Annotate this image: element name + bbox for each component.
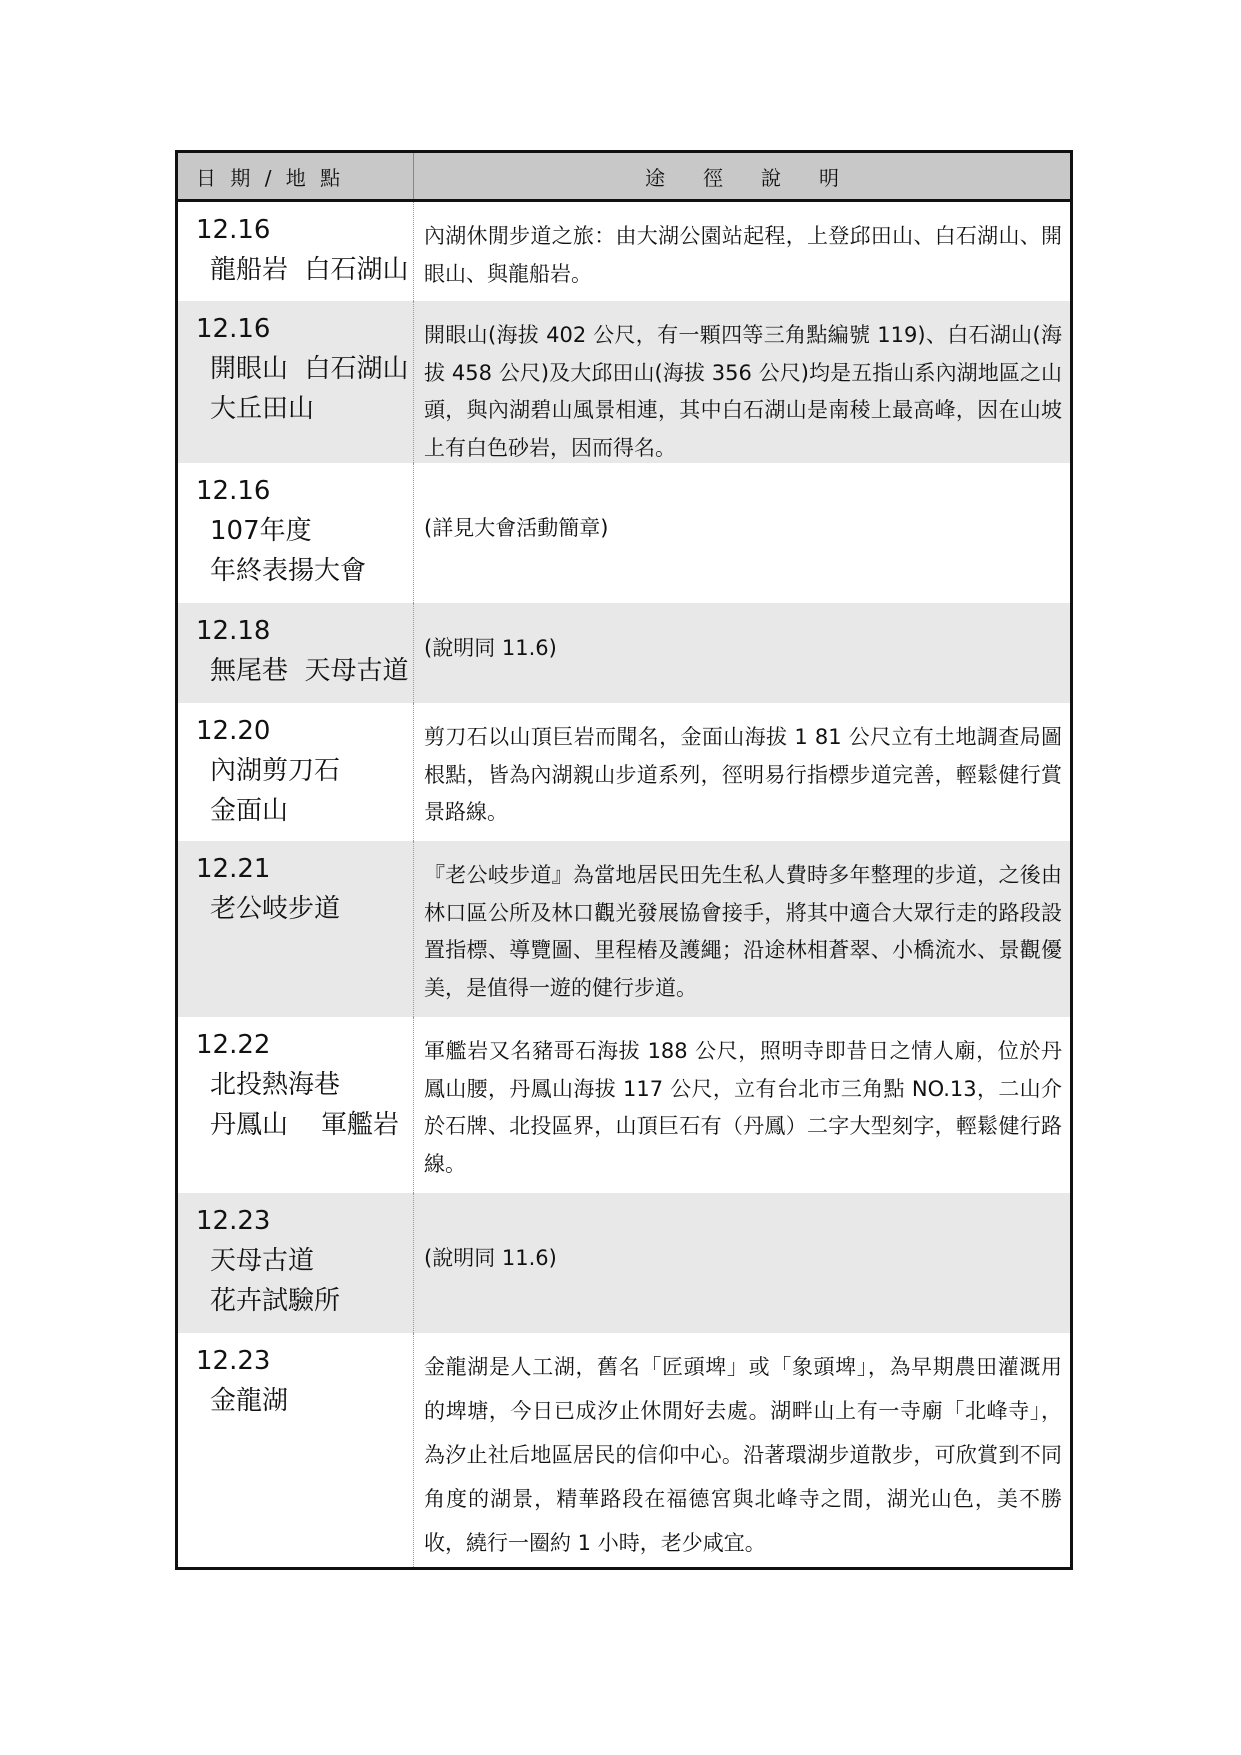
schedule-table bbox=[175, 150, 1073, 1570]
date-place-cell bbox=[178, 202, 414, 301]
row-description: 『老公岐步道』為當地居民田先生私人費時多年整理的步道，之後由林口區公所及林口觀光發展協會接手，將其中適合大眾行走的路段設置指標、導覽圖、里程樁及護繩；沿途林相蒼翠、小橋流水、景觀優美，是值得一遊的健行步道。 bbox=[424, 863, 1062, 1000]
row-place: 龍船岩 白石湖山 bbox=[210, 255, 409, 285]
row-place: 天母古道 花卉試驗所 bbox=[210, 1246, 341, 1316]
table-row bbox=[178, 1333, 1070, 1567]
date-place-cell bbox=[178, 1193, 414, 1333]
row-place: 開眼山 白石湖山 大丘田山 bbox=[210, 354, 409, 424]
row-date: 12.18 bbox=[196, 616, 271, 646]
row-place: 無尾巷 天母古道 bbox=[210, 656, 409, 686]
row-date: 12.23 bbox=[196, 1206, 271, 1236]
row-date: 12.23 bbox=[196, 1346, 271, 1376]
row-date: 12.20 bbox=[196, 716, 271, 746]
date-place-cell bbox=[178, 841, 414, 1017]
table-header bbox=[178, 153, 1070, 202]
table-row bbox=[178, 301, 1070, 463]
date-place-cell bbox=[178, 301, 414, 463]
row-description: 軍艦岩又名豬哥石海拔 188 公尺，照明寺即昔日之情人廟，位於丹鳳山腰，丹鳳山海拔 117 公尺，立有台北市三角點 NO.13，二山介於石牌、北投區界，山頂巨石有（丹鳳）二字大型刻字，輕鬆健行路線。 bbox=[424, 1039, 1062, 1176]
date-place-cell bbox=[178, 703, 414, 841]
date-place-cell bbox=[178, 1017, 414, 1193]
table-row bbox=[178, 463, 1070, 603]
table-row bbox=[178, 202, 1070, 301]
table-row bbox=[178, 841, 1070, 1017]
table-row bbox=[178, 1017, 1070, 1193]
row-description: (說明同 11.6) bbox=[424, 1246, 557, 1271]
row-date: 12.16 bbox=[196, 215, 271, 245]
header-date-place: 日 期 / 地 點 bbox=[178, 153, 414, 199]
row-date: 12.22 bbox=[196, 1030, 271, 1060]
row-place: 內湖剪刀石 金面山 bbox=[210, 756, 341, 826]
row-place: 老公岐步道 bbox=[210, 894, 341, 924]
row-description: (說明同 11.6) bbox=[424, 636, 557, 661]
row-place: 北投熱海巷 丹鳳山 軍艦岩 bbox=[210, 1070, 400, 1140]
row-description: 金龍湖是人工湖，舊名「匠頭埤」或「象頭埤」，為早期農田灌溉用的埤塘，今日已成汐止休閒好去處。湖畔山上有一寺廟「北峰寺」，為汐止社后地區居民的信仰中心。沿著環湖步道散步，可欣賞到不同角度的湖景，精華路段在福德宮與北峰寺之間，湖光山色，美不勝收，繞行一圈約 1 小時，老少咸宜。 bbox=[424, 1355, 1062, 1555]
row-place: 金龍湖 bbox=[210, 1386, 289, 1416]
row-date: 12.16 bbox=[196, 314, 271, 344]
row-description: 剪刀石以山頂巨岩而聞名，金面山海拔 1 81 公尺立有土地調查局圖根點，皆為內湖親山步道系列，徑明易行指標步道完善，輕鬆健行賞景路線。 bbox=[424, 725, 1062, 824]
row-date: 12.21 bbox=[196, 854, 271, 884]
row-date: 12.16 bbox=[196, 476, 271, 506]
table-row bbox=[178, 603, 1070, 703]
row-description: 開眼山(海拔 402 公尺，有一顆四等三角點編號 119)、白石湖山(海拔 458 公尺)及大邱田山(海拔 356 公尺)均是五指山系內湖地區之山頭，與內湖碧山風景相連，其中白石湖山是南稜上最高峰，因在山坡上有白色砂岩，因而得名。 bbox=[424, 323, 1062, 460]
row-place: 107年度 年終表揚大會 bbox=[210, 516, 367, 586]
date-place-cell bbox=[178, 463, 414, 603]
row-description: (詳見大會活動簡章) bbox=[424, 516, 609, 541]
date-place-cell bbox=[178, 1333, 414, 1567]
header-description: 途徑說明 bbox=[645, 165, 877, 190]
table-row bbox=[178, 703, 1070, 841]
table-row bbox=[178, 1193, 1070, 1333]
row-description: 內湖休閒步道之旅：由大湖公園站起程，上登邱田山、白石湖山、開眼山、與龍船岩。 bbox=[424, 224, 1062, 286]
date-place-cell bbox=[178, 603, 414, 703]
